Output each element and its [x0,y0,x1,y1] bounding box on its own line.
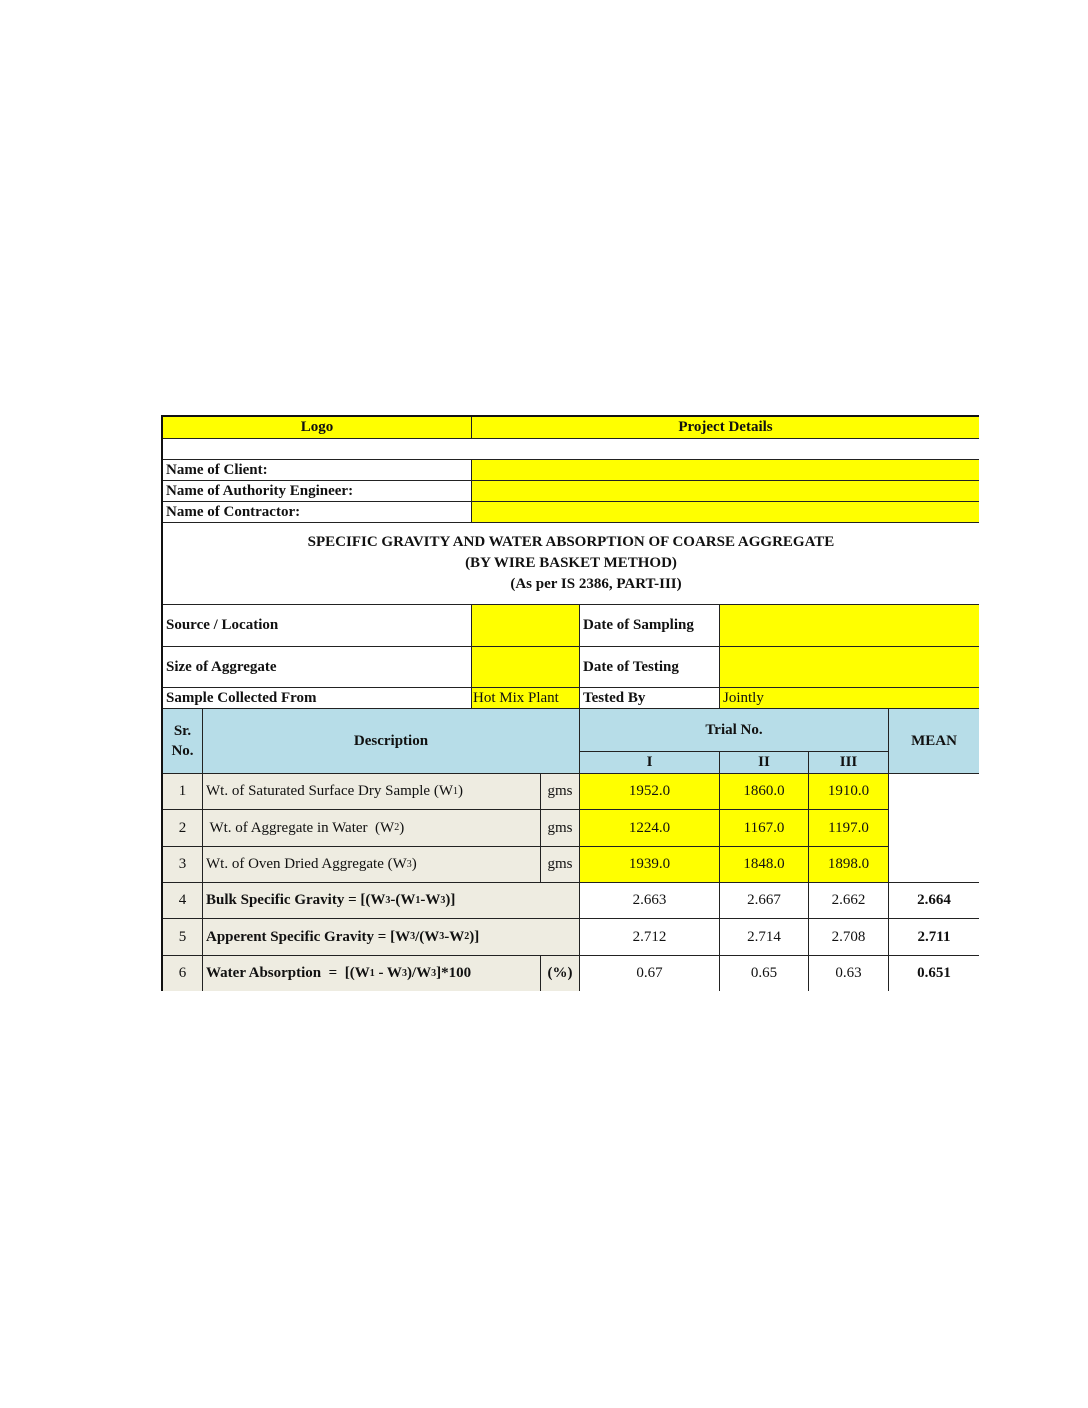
contractor-field[interactable] [472,502,979,523]
size-of-aggregate-label: Size of Aggregate [163,647,472,688]
trial-no-header: Trial No. [580,709,889,752]
sr-no-header-line1: Sr. [173,723,192,739]
row-2-desc-text: Wt. of Aggregate in Water (W [206,819,395,836]
row-2-trial-II[interactable]: 1167.0 [720,810,809,847]
row-6-trial-I: 0.67 [580,956,720,991]
project-details-header: Project Details [472,417,979,439]
row-1-desc-text: Wt. of Saturated Surface Dry Sample (W [206,783,453,799]
row-1-description: Wt. of Saturated Surface Dry Sample (W 1 ) [203,774,541,810]
row-1-sr: 1 [163,774,203,810]
row-2-trial-III[interactable]: 1197.0 [809,810,889,847]
title-line-3: (As per IS 2386, PART-III) [510,576,682,592]
row-4-description: Bulk Specific Gravity = [(W 3 -(W 1 -W 3 )] [203,883,580,919]
date-of-testing-label: Date of Testing [580,647,720,688]
row-4-trial-III: 2.662 [809,883,889,919]
row-6-sr: 6 [163,956,203,991]
logo-cell: Logo [163,417,472,439]
row-4-sr: 4 [163,883,203,919]
client-field[interactable] [472,460,979,481]
row-6-trial-II: 0.65 [720,956,809,991]
trial-I-header: I [580,752,720,774]
row-2-description: Wt. of Aggregate in Water (W 2 ) [203,810,541,847]
source-location-label: Source / Location [163,605,472,647]
row-3-description: Wt. of Oven Dried Aggregate (W 3 ) [203,847,541,883]
tested-by-field[interactable]: Jointly [720,688,979,709]
row-4-mean: 2.664 [889,883,979,919]
sr-no-header-line2: No. [171,743,194,759]
row-1-trial-I[interactable]: 1952.0 [580,774,720,810]
row-5-trial-III: 2.708 [809,919,889,956]
date-of-sampling-field[interactable] [720,605,979,647]
authority-engineer-label: Name of Authority Engineer: [163,481,472,502]
row-6-unit: (%) [541,956,580,991]
title-line-1: SPECIFIC GRAVITY AND WATER ABSORPTION OF COARSE AGGREGATE [307,534,835,550]
description-header: Description [203,709,580,774]
sample-collected-from-label: Sample Collected From [163,688,472,709]
row-3-desc-end: ) [411,856,417,872]
row-3-sr: 3 [163,847,203,883]
row-5-mean: 2.711 [889,919,979,956]
row-1-trial-III[interactable]: 1910.0 [809,774,889,810]
date-of-testing-field[interactable] [720,647,979,688]
row-1-trial-II[interactable]: 1860.0 [720,774,809,810]
trial-II-header: II [720,752,809,774]
row-3-trial-II[interactable]: 1848.0 [720,847,809,883]
row-1-desc-end: ) [458,783,463,799]
contractor-label: Name of Contractor: [163,502,472,523]
row-5-description: Apperent Specific Gravity = [W 3 /(W 3 -W 2 )] [203,919,580,956]
row-6-mean: 0.651 [889,956,979,991]
test-report-sheet [161,415,979,991]
row-3-trial-I[interactable]: 1939.0 [580,847,720,883]
row-5-sr: 5 [163,919,203,956]
row-4-trial-I: 2.663 [580,883,720,919]
row-5-trial-II: 2.714 [720,919,809,956]
title-line-2: (BY WIRE BASKET METHOD) [465,555,677,571]
size-of-aggregate-field[interactable] [472,647,580,688]
tested-by-label: Tested By [580,688,720,709]
row-6-trial-III: 0.63 [809,956,889,991]
source-location-field[interactable] [472,605,580,647]
row-1-unit: gms [541,774,580,810]
row-2-unit: gms [541,810,580,847]
row-3-trial-III[interactable]: 1898.0 [809,847,889,883]
row-3-unit: gms [541,847,580,883]
row-2-trial-I[interactable]: 1224.0 [580,810,720,847]
row-5-trial-I: 2.712 [580,919,720,956]
blank-row [163,439,979,460]
date-of-sampling-label: Date of Sampling [580,605,720,647]
authority-engineer-field[interactable] [472,481,979,502]
sr-no-header [163,709,203,774]
client-label: Name of Client: [163,460,472,481]
trial-III-header: III [809,752,889,774]
row-4-trial-II: 2.667 [720,883,809,919]
rows-1-3-mean-blank [889,774,979,883]
row-3-desc-text: Wt. of Oven Dried Aggregate (W [206,856,407,872]
sample-collected-from-field[interactable]: Hot Mix Plant [472,688,580,709]
report-title [163,523,979,605]
row-6-description: Water Absorption = [(W 1 - W 3 )/W 3 ]*100 [203,956,541,991]
mean-header: MEAN [889,709,979,774]
row-2-sr: 2 [163,810,203,847]
row-2-desc-end: ) [399,819,405,836]
